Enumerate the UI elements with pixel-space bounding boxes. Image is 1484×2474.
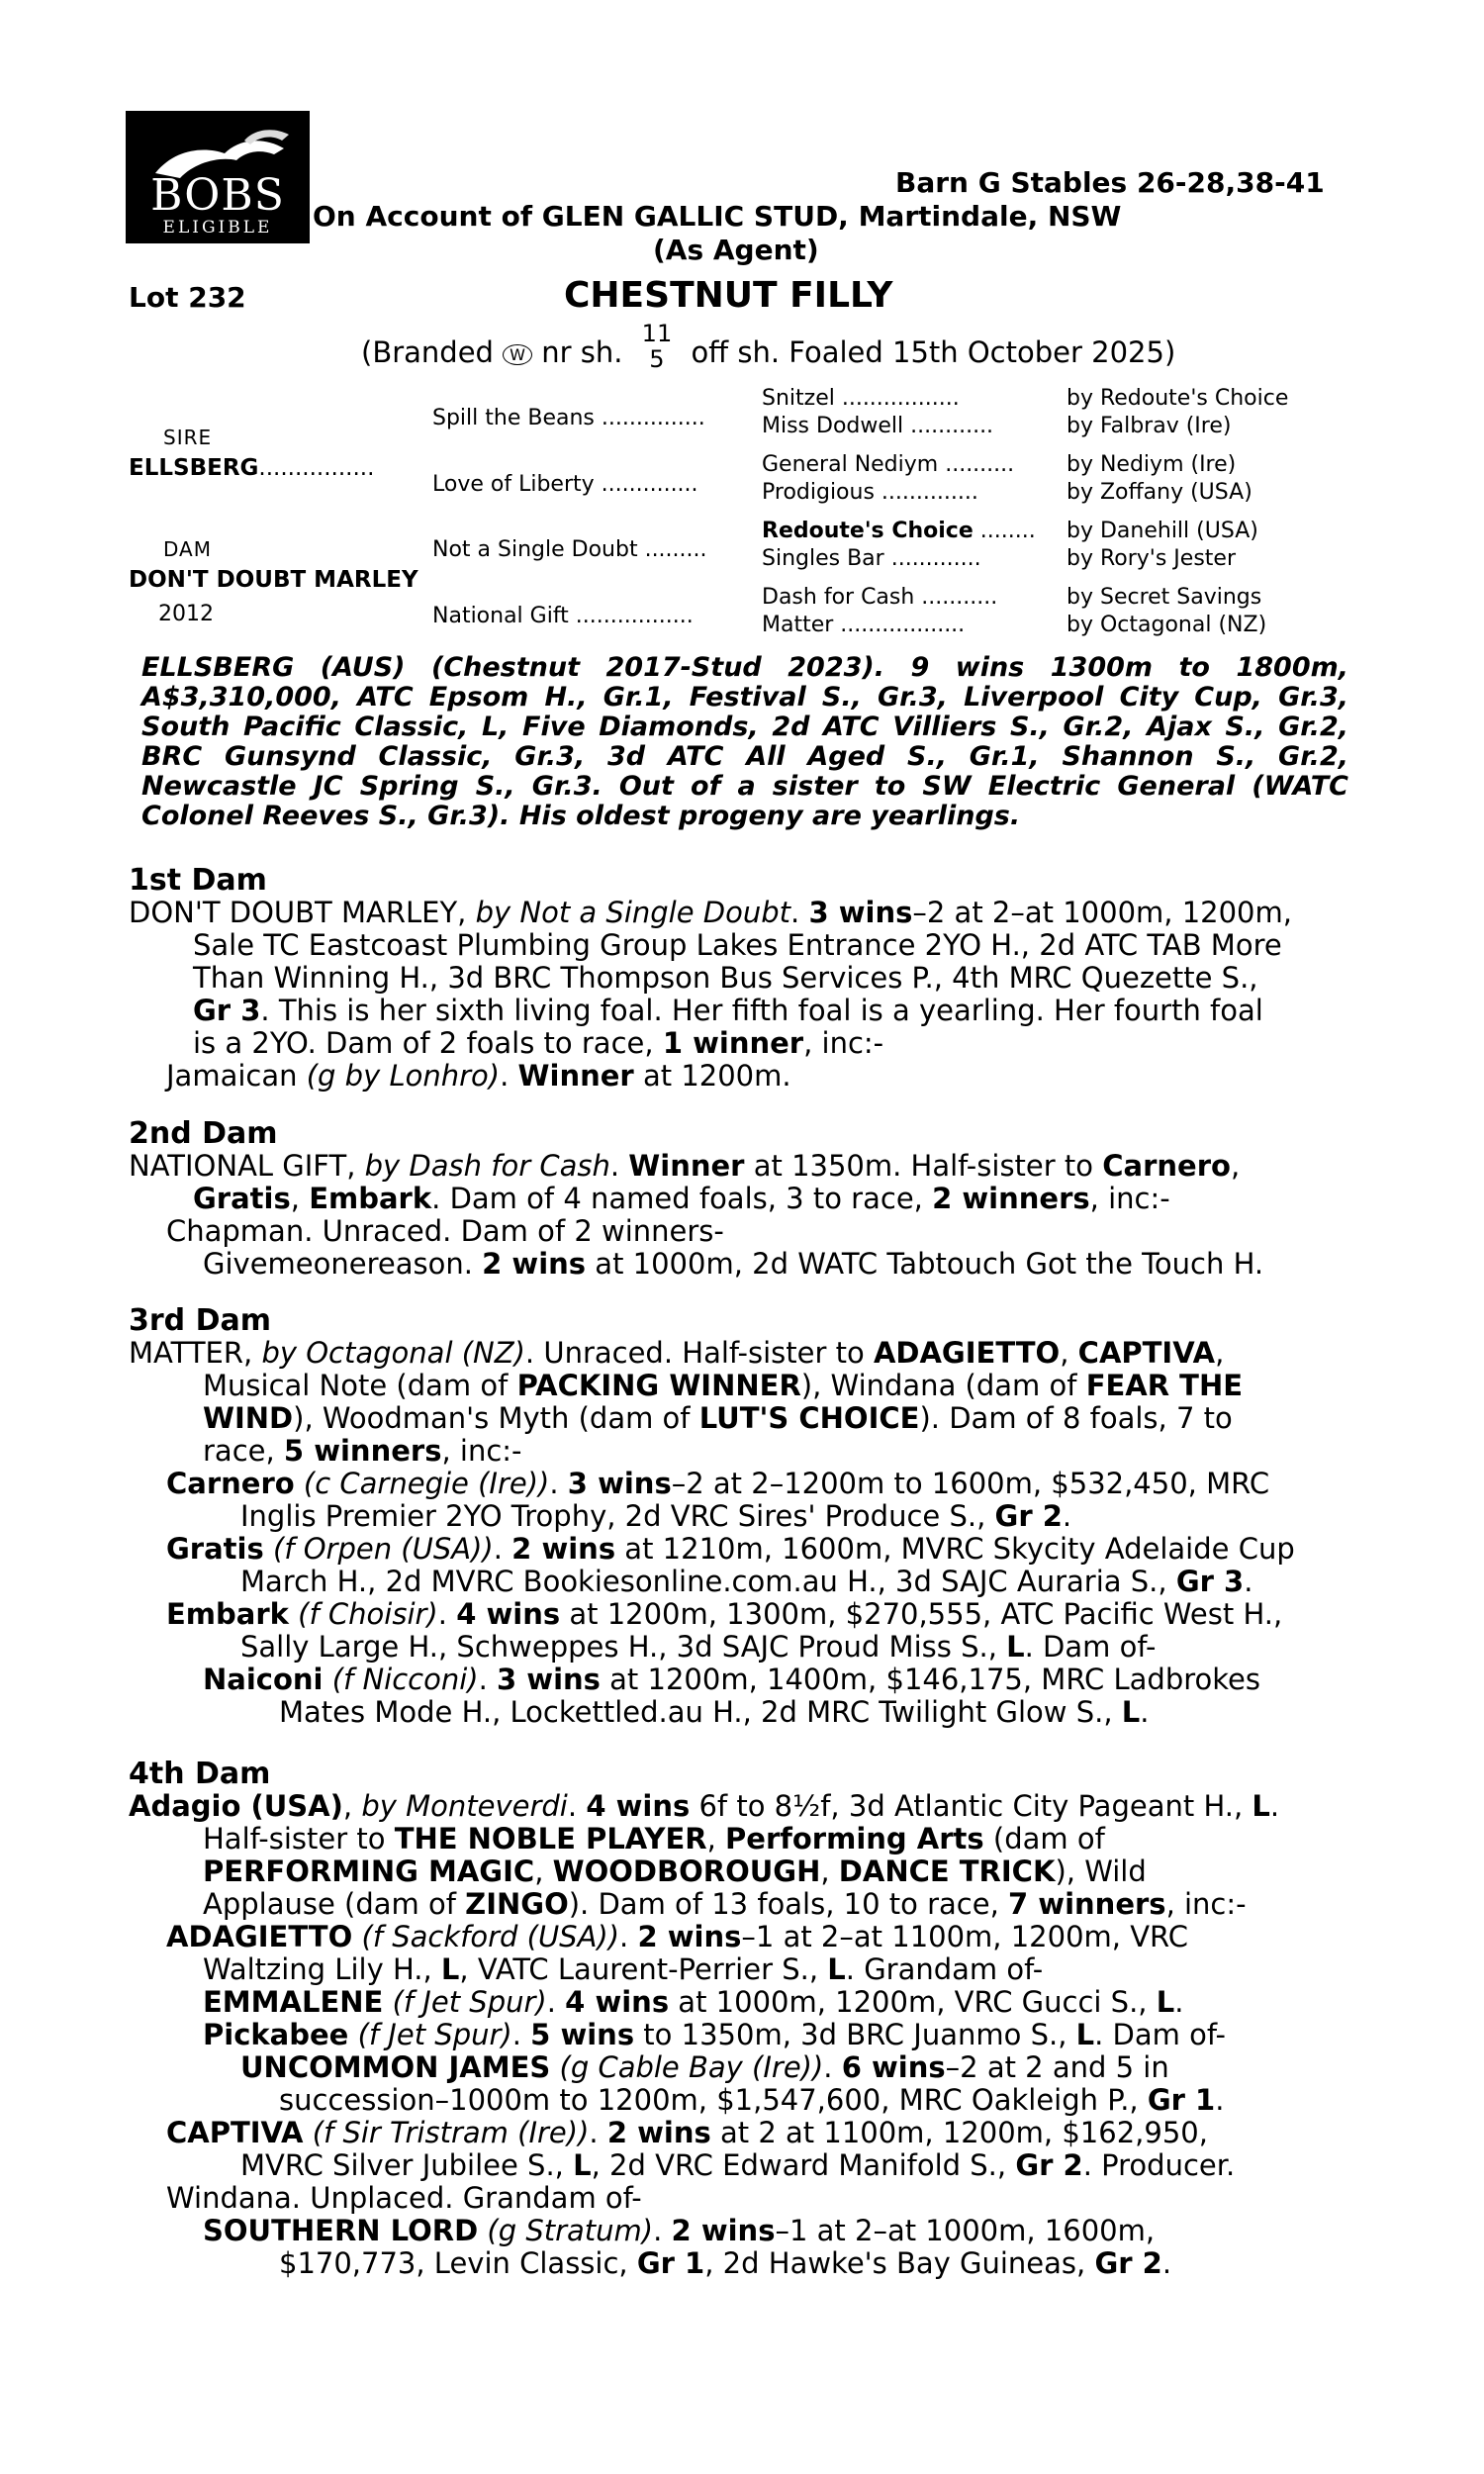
family-line: NATIONAL GIFT, by Dash for Cash. Winner at 1350m. Half-sister to Carnero, bbox=[129, 1149, 1241, 1183]
gen3-item: Snitzel ................. bbox=[762, 386, 960, 411]
gen3-item: Matter .................. bbox=[762, 613, 966, 637]
bobs-eligible-logo bbox=[126, 111, 310, 243]
family-line: Gratis (f Orpen (USA)). 2 wins at 1210m, 1600m, MVRC Skycity Adelaide Cup bbox=[166, 1532, 1295, 1566]
gen3-sire: by Zoffany (USA) bbox=[1067, 480, 1252, 505]
family-line: Musical Note (dam of PACKING WINNER), Windana (dam of FEAR THE bbox=[203, 1369, 1244, 1402]
pedigree-sire-name: ELLSBERG bbox=[129, 455, 259, 481]
gen3-sire: by Nediym (Ire) bbox=[1067, 452, 1237, 477]
family-line: Carnero (c Carnegie (Ire)). 3 wins–2 at 2–1200m to 1600m, $532,450, MRC bbox=[166, 1467, 1270, 1500]
gen3-item: Prodigious .............. bbox=[762, 480, 978, 505]
gen3-item: General Nediym .......... bbox=[762, 452, 1015, 477]
family-line: March H., 2d MVRC Bookiesonline.com.au H., 3d SAJC Auraria S., Gr 3. bbox=[240, 1565, 1253, 1598]
brand-mark-icon: W bbox=[503, 344, 532, 365]
family-line: race, 5 winners, inc:- bbox=[203, 1434, 522, 1468]
sire-description: ELLSBERG (AUS) (Chestnut 2017-Stud 2023). 9 wins 1300m to 1800m, A$3,310,000, ATC Epsom H., Gr.1, Festival S., Gr.3, Liverpool City Cup, Gr.3, South Pacific Classic, L, Five Diamonds, 2d ATC Villiers S., Gr.2, Ajax S., Gr.2, BRC Gunsynd Classic, Gr.3, 3d ATC All Aged S., Gr.1, Shannon S., Gr.2, Newcastle JC Spring S., Gr.3. Out of a sister to SW Electric General (WATC Colonel Reeves S., Gr.3). His oldest progeny are yearlings. bbox=[141, 652, 1348, 831]
pedigree-sire-label: SIRE bbox=[163, 426, 213, 449]
gen2-item: Spill the Beans ............... bbox=[432, 406, 705, 430]
family-line: UNCOMMON JAMES (g Cable Bay (Ire)). 6 wins–2 at 2 and 5 in bbox=[240, 2050, 1169, 2084]
brand-mid: nr sh. bbox=[541, 335, 623, 369]
family-line: ADAGIETTO (f Sackford (USA)). 2 wins–1 at 2–at 1100m, 1200m, VRC bbox=[166, 1920, 1189, 1953]
pedigree-dam-label: DAM bbox=[163, 537, 212, 561]
family-line: PERFORMING MAGIC, WOODBOROUGH, DANCE TRICK), Wild bbox=[203, 1855, 1147, 1888]
agent-note: (As Agent) bbox=[653, 234, 819, 266]
family-line: Waltzing Lily H., L, VATC Laurent-Perrier S., L. Grandam of- bbox=[203, 1952, 1044, 1986]
family-line: $170,773, Levin Classic, Gr 1, 2d Hawke's Bay Guineas, Gr 2. bbox=[279, 2246, 1172, 2280]
family-line: Than Winning H., 3d BRC Thompson Bus Services P., 4th MRC Quezette S., bbox=[193, 961, 1258, 995]
logo-word: BOBS bbox=[150, 170, 285, 221]
family-line: Windana. Unplaced. Grandam of- bbox=[166, 2181, 642, 2215]
brand-suffix: off sh. Foaled 15th October 2025) bbox=[691, 335, 1176, 369]
gen3-sire: by Redoute's Choice bbox=[1067, 386, 1289, 411]
family-line: Sally Large H., Schweppes H., 3d SAJC Proud Miss S., L. Dam of- bbox=[240, 1630, 1157, 1664]
family-line: Inglis Premier 2YO Trophy, 2d VRC Sires' Produce S., Gr 2. bbox=[240, 1499, 1072, 1533]
gen3-sire: by Falbrav (Ire) bbox=[1067, 414, 1232, 438]
brand-fraction bbox=[642, 321, 673, 372]
family-line: Naiconi (f Nicconi). 3 wins at 1200m, 1400m, $146,175, MRC Ladbrokes bbox=[203, 1663, 1260, 1696]
pedigree-sire: ELLSBERG................ bbox=[129, 455, 375, 481]
family-line: Mates Mode H., Lockettled.au H., 2d MRC Twilight Glow S., L. bbox=[279, 1695, 1150, 1729]
family-line: Jamaican (g by Lonhro). Winner at 1200m. bbox=[166, 1059, 791, 1093]
family-line: succession–1000m to 1200m, $1,547,600, MRC Oakleigh P., Gr 1. bbox=[279, 2083, 1225, 2117]
gen2-item: Not a Single Doubt ......... bbox=[432, 537, 707, 562]
family-line: SOUTHERN LORD (g Stratum). 2 wins–1 at 2–at 1000m, 1600m, bbox=[203, 2214, 1156, 2247]
pedigree-dam: DON'T DOUBT MARLEY bbox=[129, 567, 418, 593]
family-line: Embark (f Choisir). 4 wins at 1200m, 1300m, $270,555, ATC Pacific West H., bbox=[166, 1597, 1283, 1631]
section-heading: 4th Dam bbox=[129, 1757, 271, 1791]
gen2-item: National Gift ................. bbox=[432, 604, 694, 628]
gen3-sire: by Octagonal (NZ) bbox=[1067, 613, 1267, 637]
brand-num-top: 11 bbox=[641, 320, 673, 347]
logo-subword: ELIGIBLE bbox=[162, 218, 273, 238]
family-line: Gr 3. This is her sixth living foal. Her fifth foal is a yearling. Her fourth foal bbox=[193, 994, 1263, 1027]
family-line: is a 2YO. Dam of 2 foals to race, 1 winner, inc:- bbox=[193, 1026, 884, 1060]
gen3-item: Redoute's Choice ........ bbox=[762, 519, 1036, 543]
family-line: MATTER, by Octagonal (NZ). Unraced. Half-sister to ADAGIETTO, CAPTIVA, bbox=[129, 1336, 1225, 1370]
gen3-item: Singles Bar ............. bbox=[762, 546, 981, 571]
brand-prefix: (Branded bbox=[361, 335, 494, 369]
family-line: Gratis, Embark. Dam of 4 named foals, 3 to race, 2 winners, inc:- bbox=[193, 1182, 1170, 1215]
barn-location: Barn G Stables 26-28,38-41 bbox=[895, 166, 1325, 199]
family-line: Givemeonereason. 2 wins at 1000m, 2d WATC Tabtouch Got the Touch H. bbox=[203, 1247, 1264, 1281]
family-line: EMMALENE (f Jet Spur). 4 wins at 1000m, 1200m, VRC Gucci S., L. bbox=[203, 1985, 1184, 2019]
family-line: DON'T DOUBT MARLEY, by Not a Single Doubt. 3 wins–2 at 2–at 1000m, 1200m, bbox=[129, 896, 1292, 929]
gen3-item: Dash for Cash ........... bbox=[762, 585, 998, 610]
family-line: Pickabee (f Jet Spur). 5 wins to 1350m, 3d BRC Juanmo S., L. Dam of- bbox=[203, 2018, 1226, 2051]
family-line: MVRC Silver Jubilee S., L, 2d VRC Edward Manifold S., Gr 2. Producer. bbox=[240, 2148, 1236, 2182]
lot-title: CHESTNUT FILLY bbox=[564, 275, 893, 316]
gen3-sire: by Rory's Jester bbox=[1067, 546, 1236, 571]
family-line: Adagio (USA), by Monteverdi. 4 wins 6f to 8½f, 3d Atlantic City Pageant H., L. bbox=[129, 1789, 1280, 1823]
section-heading: 2nd Dam bbox=[129, 1116, 278, 1151]
family-line: Applause (dam of ZINGO). Dam of 13 foals, 10 to race, 7 winners, inc:- bbox=[203, 1887, 1247, 1921]
gen3-sire: by Secret Savings bbox=[1067, 585, 1262, 610]
brand-num-bottom: 5 bbox=[649, 345, 665, 373]
vendor-account: On Account of GLEN GALLIC STUD, Martindale, NSW bbox=[313, 200, 1122, 233]
section-heading: 3rd Dam bbox=[129, 1303, 271, 1338]
brand-line bbox=[361, 320, 1176, 380]
family-line: WIND), Woodman's Myth (dam of LUT'S CHOICE). Dam of 8 foals, 7 to bbox=[203, 1401, 1233, 1435]
gen3-sire: by Danehill (USA) bbox=[1067, 519, 1258, 543]
gen2-item: Love of Liberty .............. bbox=[432, 472, 698, 497]
section-heading: 1st Dam bbox=[129, 863, 267, 898]
family-line: Chapman. Unraced. Dam of 2 winners- bbox=[166, 1214, 724, 1248]
family-line: CAPTIVA (f Sir Tristram (Ire)). 2 wins at 2 at 1100m, 1200m, $162,950, bbox=[166, 2116, 1208, 2149]
gen3-item: Miss Dodwell ............ bbox=[762, 414, 994, 438]
family-line: Half-sister to THE NOBLE PLAYER, Performing Arts (dam of bbox=[203, 1822, 1105, 1856]
lot-number: Lot 232 bbox=[129, 281, 246, 314]
pedigree-dam-year: 2012 bbox=[158, 602, 214, 626]
family-line: Sale TC Eastcoast Plumbing Group Lakes Entrance 2YO H., 2d ATC TAB More bbox=[193, 928, 1282, 962]
